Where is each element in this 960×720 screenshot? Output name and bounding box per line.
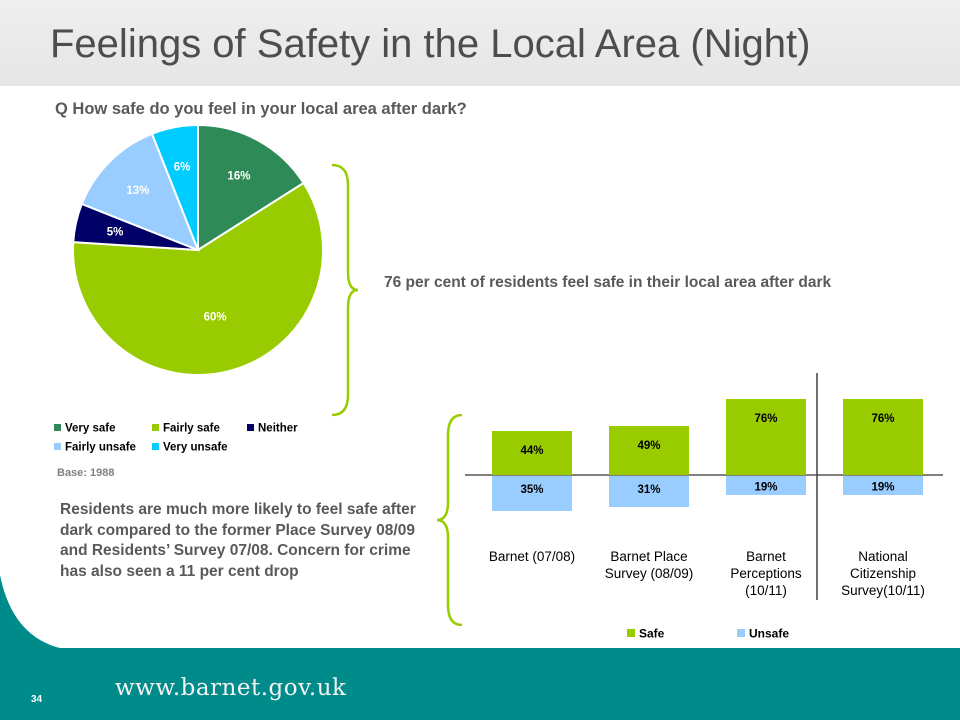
legend-swatch-fairly-safe — [152, 424, 159, 431]
bar-label-safe-0: 44% — [520, 445, 544, 457]
bar-label-safe-1: 49% — [637, 440, 661, 452]
pie-label-very-unsafe: 6% — [173, 161, 191, 174]
bar-legend-label-unsafe: Unsafe — [749, 626, 790, 641]
bar-category-label-3-2: Survey(10/11) — [841, 583, 925, 598]
bar-label-unsafe-2: 19% — [754, 481, 778, 494]
bar-safe-3 — [843, 399, 923, 475]
footer-url: www.barnet.gov.uk — [115, 675, 347, 701]
pie-label-fairly-unsafe: 13% — [126, 184, 150, 197]
brace-right — [330, 160, 360, 420]
legend-label-fairly-unsafe: Fairly unsafe — [65, 441, 136, 454]
bar-category-label-3-1: Citizenship — [849, 566, 917, 581]
bar-category-label-2-0: Barnet — [746, 549, 786, 564]
legend-swatch-neither — [247, 424, 254, 431]
summary-safe-text: 76 per cent of residents feel safe in their local area after dark — [384, 274, 832, 291]
pie-legend — [52, 420, 332, 460]
bar-label-safe-3: 76% — [871, 413, 895, 425]
legend-label-fairly-safe: Fairly safe — [163, 422, 220, 435]
legend-swatch-fairly-unsafe — [54, 443, 61, 450]
bar-category-label-2-2: (10/11) — [745, 583, 787, 598]
pie-label-fairly-safe: 60% — [203, 311, 227, 324]
bar-category-label-1-0: Barnet Place — [610, 549, 688, 564]
pie-label-neither: 5% — [106, 226, 124, 239]
legend-swatch-very-unsafe — [152, 443, 159, 450]
bar-category-label-1-1: Survey (08/09) — [604, 566, 694, 581]
bar-category-label-0-0: Barnet (07/08) — [488, 549, 576, 564]
bar-safe-2 — [726, 399, 806, 475]
page-number: 34 — [31, 694, 43, 705]
survey-question: Q How safe do you feel in your local area after dark? — [55, 100, 467, 118]
legend-label-very-safe: Very safe — [65, 422, 116, 435]
bar-label-safe-2: 76% — [754, 413, 778, 425]
base-label: Base: 1988 — [57, 467, 115, 479]
legend-swatch-very-safe — [54, 424, 61, 431]
pie-label-very-safe: 16% — [227, 170, 251, 183]
bar-legend-label-safe: Safe — [639, 626, 665, 641]
bar-label-unsafe-0: 35% — [520, 484, 544, 496]
page-title: Feelings of Safety in the Local Area (Night) — [50, 22, 811, 66]
bar-legend-swatch-safe — [627, 629, 635, 637]
pie-chart — [35, 105, 365, 435]
bar-legend-swatch-unsafe — [737, 629, 745, 637]
summary-comparison-text: Residents are much more likely to feel safe after dark compared to the former Place Survey 08/09 and Residents’ Survey 07/08. Concern for crime has also seen a 11 per cent drop — [60, 501, 416, 580]
legend-label-neither: Neither — [258, 422, 298, 435]
bar-category-label-2-1: Perceptions — [730, 566, 802, 581]
bar-label-unsafe-1: 31% — [637, 484, 661, 496]
bar-chart — [465, 368, 955, 648]
bar-category-label-3-0: National — [858, 549, 908, 564]
bar-label-unsafe-3: 19% — [871, 481, 895, 494]
legend-label-very-unsafe: Very unsafe — [163, 441, 228, 454]
